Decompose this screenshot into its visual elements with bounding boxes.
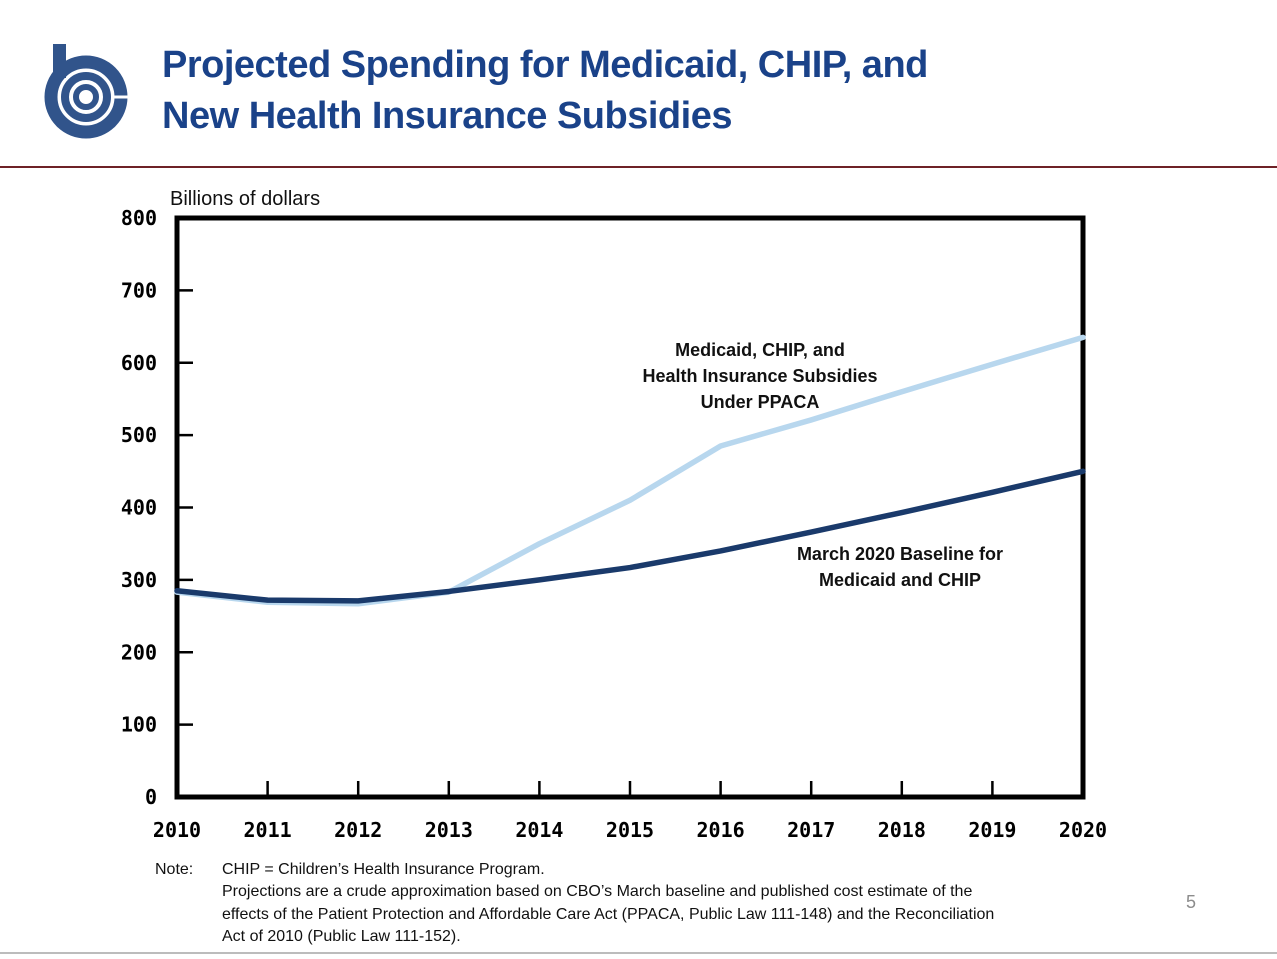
annotation-line: Medicaid and CHIP: [818, 570, 982, 590]
x-axis-label: 2017: [787, 818, 836, 842]
note-line: Act of 2010 (Public Law 111-152).: [222, 928, 461, 946]
y-axis-label: 800: [120, 206, 157, 230]
y-axis-label: 700: [120, 278, 157, 303]
annotation-line: Under PPACA: [700, 392, 820, 412]
note-line: Projections are a crude approximation based on CBO’s March baseline and published cost estimate of the: [222, 883, 973, 901]
note-line: CHIP = Children’s Health Insurance Program.: [222, 861, 545, 878]
x-axis-label: 2010: [152, 818, 202, 842]
y-axis-label: 0: [144, 785, 157, 809]
annotation-baseline-series: [700, 541, 1100, 593]
bottom-rule: [0, 952, 1277, 954]
plot-border: [177, 218, 1083, 797]
x-axis-label: 2012: [334, 818, 383, 842]
y-axis-label: 500: [120, 423, 157, 448]
y-axis-label: 600: [120, 350, 157, 375]
x-axis-label: 2016: [696, 818, 745, 842]
annotation-ppaca-series: [560, 337, 960, 415]
x-axis-label: 2018: [877, 818, 926, 842]
x-axis-label: 2014: [515, 818, 564, 842]
x-axis-label: 2019: [968, 818, 1017, 842]
page-number: 5: [1186, 892, 1197, 912]
x-axis-label: 2020: [1058, 818, 1108, 842]
annotation-line: Medicaid, CHIP, and: [675, 340, 845, 360]
y-axis-label: 200: [120, 640, 157, 665]
y-axis-label: 100: [120, 712, 157, 737]
chart-unit-label: Billions of dollars: [170, 188, 321, 210]
page-title-line1: Projected Spending for Medicaid, CHIP, and: [162, 44, 928, 86]
x-axis-label: 2013: [424, 818, 473, 842]
note-line: effects of the Patient Protection and Affordable Care Act (PPACA, Public Law 111-148) and the Reconciliation: [222, 905, 995, 923]
note-text: [222, 859, 1100, 949]
y-axis-label: 400: [120, 495, 157, 520]
page-title-line2: New Health Insurance Subsidies: [162, 95, 732, 137]
x-axis-label: 2011: [243, 818, 292, 842]
note-block: [155, 859, 1100, 949]
note-label: Note:: [155, 861, 194, 878]
annotation-line: Health Insurance Subsidies: [642, 366, 878, 386]
annotation-line: March 2020 Baseline for: [796, 544, 1004, 564]
y-axis-label: 300: [120, 567, 157, 592]
x-axis-label: 2015: [605, 818, 655, 842]
